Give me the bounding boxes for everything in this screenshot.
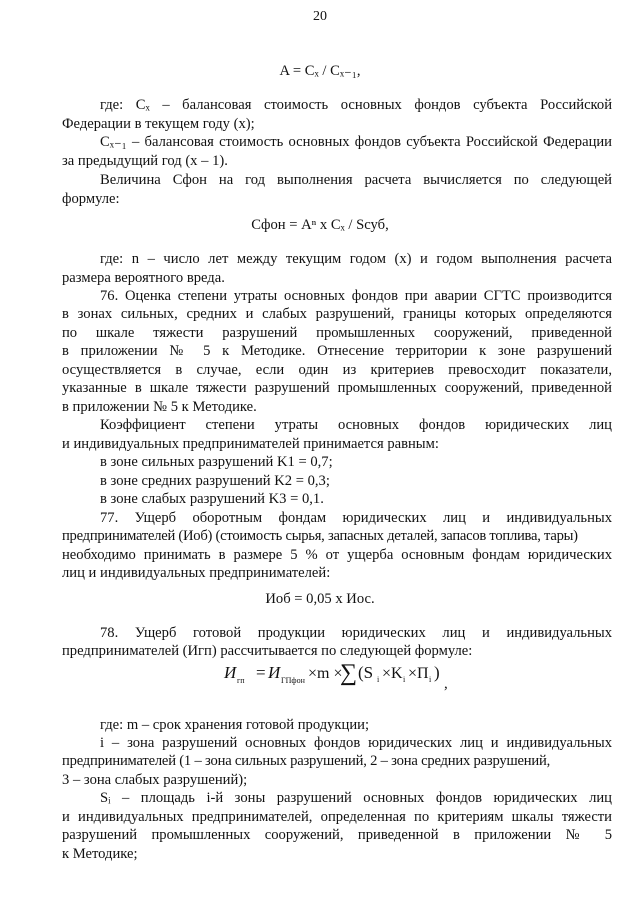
- formula-lhs: И: [224, 663, 237, 682]
- text-line: Федерации в текущем году (x);: [62, 116, 255, 132]
- formula-igp: [222, 658, 462, 698]
- formula-i-sub: ГПфон: [281, 676, 305, 685]
- zone-medium: в зоне средних разрушений K2 = 0,3;: [100, 473, 330, 489]
- text-line: i – зона разрушений основных фондов юридических лиц и индивидуальных: [100, 735, 612, 751]
- paragraph-76-line: в зонах сильных, средних и слабых разрушений, границы которых определяются: [62, 306, 612, 322]
- text-line: формуле:: [62, 191, 120, 207]
- zone-strong: в зоне сильных разрушений K1 = 0,7;: [100, 454, 333, 470]
- paragraph-77-line: 77. Ущерб оборотным фондам юридических лиц и индивидуальных: [100, 510, 612, 526]
- formula-lhs-sub: гп: [237, 676, 245, 685]
- formula-a: A = Cₓ / Cₓ₋₁,: [279, 63, 361, 79]
- paragraph-76-line: осуществляется в случае, если один из критериев превосходит показатели,: [62, 362, 612, 378]
- page-number: 20: [313, 9, 327, 24]
- text-line: размера вероятного вреда.: [62, 270, 225, 286]
- formula-k-sub: i: [403, 675, 406, 684]
- text-line: и индивидуальных предпринимателей, определенная по критериям шкалы тяжести: [62, 809, 612, 825]
- paragraph-76-line: 76. Оценка степени утраты основных фондов при аварии СГТС производится: [100, 288, 612, 304]
- formula-rest: ×m ×: [308, 665, 343, 682]
- text-line: к Методике;: [62, 846, 138, 862]
- paragraph-78-line: 78. Ущерб готовой продукции юридических лиц и индивидуальных: [100, 625, 612, 641]
- text-line: 3 – зона слабых разрушений);: [62, 772, 248, 788]
- paragraph-76-line: по шкале тяжести разрушений промышленных сооружений, приведенной: [62, 325, 612, 341]
- formula-iob: Иоб = 0,05 x Иос.: [265, 591, 375, 607]
- formula-p-sub: i: [429, 675, 432, 684]
- paragraph-77-line: предпринимателей (Иоб) (стоимость сырья, запасных деталей, запасов топлива, тары): [62, 528, 578, 544]
- formula-sum: ∑: [340, 660, 358, 686]
- text-line: Коэффициент степени утраты основных фондов юридических лиц: [100, 417, 612, 433]
- formula-s-sub: i: [377, 675, 380, 684]
- paragraph-76-line: в приложении № 5 к Методике.: [62, 399, 257, 415]
- text-line: предпринимателей (1 – зона сильных разрушений, 2 – зона средних разрушений,: [62, 753, 551, 769]
- formula-cfon: Cфон = Aⁿ x Cₓ / Sсуб,: [251, 217, 389, 233]
- text-line: где: n – число лет между текущим годом (x) и годом выполнения расчета: [100, 251, 612, 267]
- paragraph-76-line: в приложении № 5 к Методике. Отнесение территории к зоне разрушений: [62, 343, 612, 359]
- zone-weak: в зоне слабых разрушений K3 = 0,1.: [100, 491, 324, 507]
- formula-igp-svg: [222, 658, 462, 698]
- formula-i: И: [268, 663, 281, 682]
- paragraph-76-line: указанные в шкале тяжести разрушений промышленных сооружений, приведенной: [62, 380, 612, 396]
- text-line: за предыдущий год (x – 1).: [62, 153, 228, 169]
- formula-comma: ,: [444, 676, 448, 692]
- text-line: где: m – срок хранения готовой продукции;: [100, 717, 369, 733]
- paragraph-77-line: необходимо принимать в размере 5 % от ущерба основным фондам юридических: [62, 547, 612, 563]
- formula-close: ): [434, 663, 440, 682]
- text-line: и индивидуальных предпринимателей принимается равным:: [62, 436, 439, 452]
- text-line: где: Cₓ – балансовая стоимость основных фондов субъекта Российской: [100, 97, 612, 113]
- formula-p: ×Π: [408, 665, 429, 682]
- formula-paren: (S: [358, 663, 374, 682]
- text-line: Величина Cфон на год выполнения расчета вычисляется по следующей: [100, 172, 612, 188]
- formula-k: ×K: [382, 665, 403, 682]
- paragraph-78-line: предпринимателей (Игп) рассчитывается по следующей формуле:: [62, 643, 473, 659]
- text-line: Cₓ₋₁ – балансовая стоимость основных фондов субъекта Российской Федерации: [100, 134, 612, 150]
- text-line: Sᵢ – площадь i-й зоны разрушений основных фондов юридических лиц: [100, 790, 612, 806]
- formula-eq: =: [256, 663, 266, 682]
- paragraph-77-line: лиц и индивидуальных предпринимателей:: [62, 565, 331, 581]
- text-line: разрушений промышленных сооружений, приведенной в приложении № 5: [62, 827, 612, 843]
